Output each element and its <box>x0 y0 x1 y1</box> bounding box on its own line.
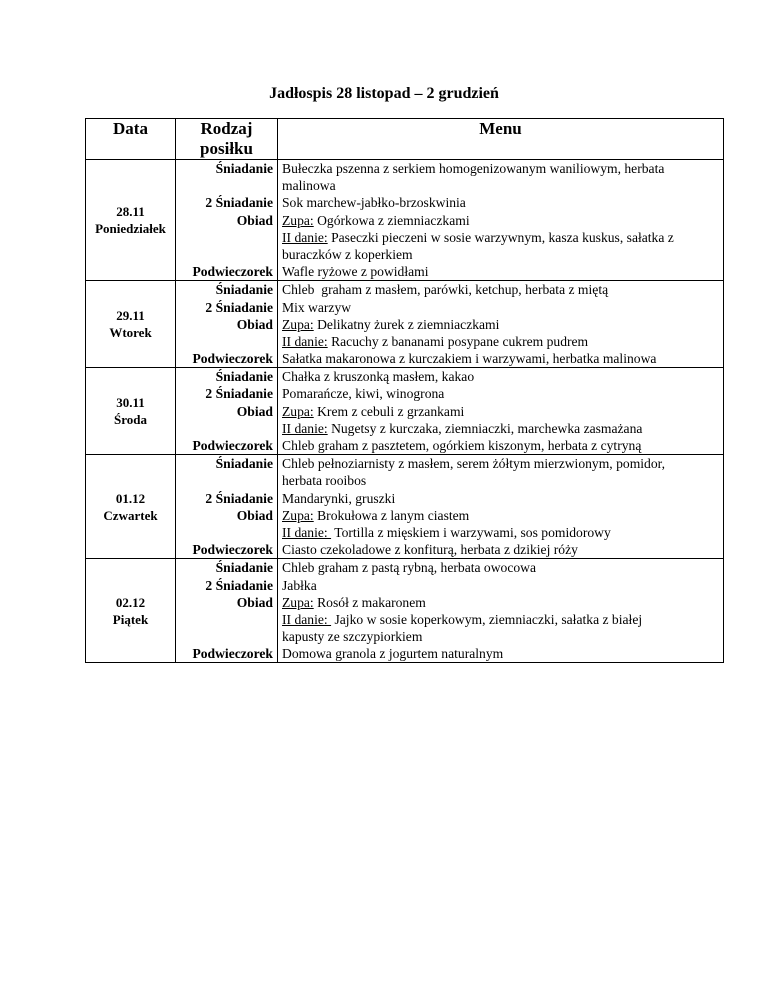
meal-types-cell <box>176 281 278 368</box>
menu-line <box>278 350 723 367</box>
course-label: II danie: <box>282 524 332 540</box>
meal-type <box>176 177 277 194</box>
menu-line <box>278 490 723 507</box>
dish-text: Paseczki pieczeni w sosie warzywnym, kasza kuskus, sałatka z <box>327 229 674 245</box>
dish-text: Bułeczka pszenna z serkiem homogenizowanym waniliowym, herbata <box>282 161 665 176</box>
header-meal-type: Rodzaj posiłku <box>176 119 278 160</box>
meal-type: Obiad <box>236 403 273 419</box>
meal-type: 2 Śniadanie <box>205 195 273 211</box>
course-label: II danie: <box>282 611 332 627</box>
meal-type <box>176 229 277 246</box>
menu-line <box>278 246 723 263</box>
header-row <box>86 119 724 160</box>
menu-line <box>278 472 723 489</box>
dish-text: Domowa granola z jogurtem naturalnym <box>282 646 504 662</box>
day-date: 01.12 <box>115 490 146 506</box>
menu-line <box>278 577 723 594</box>
dish-text: Chleb pełnoziarnisty z masłem, serem żółtym mierzwionym, pomidor, <box>282 456 666 472</box>
dish-text: buraczków z koperkiem <box>282 246 413 262</box>
course-label: II danie: <box>282 229 328 245</box>
dish-text: Chleb graham z pasztetem, ogórkiem kiszonym, herbata z cytryną <box>282 438 642 453</box>
meal-type: Podwieczorek <box>192 542 273 558</box>
menu-line <box>278 420 723 437</box>
meal-type <box>176 472 277 489</box>
dish-text: Ogórkowa z ziemniaczkami <box>313 212 470 228</box>
menu-line <box>278 524 723 541</box>
dish-text: Delikatny żurek z ziemniaczkami <box>313 316 500 332</box>
menu-line <box>278 281 723 298</box>
day-row <box>86 368 724 455</box>
day-weekday: Środa <box>114 412 147 428</box>
menu-line <box>278 160 723 177</box>
menu-line <box>278 628 723 645</box>
course-label: Zupa: <box>282 594 314 610</box>
meal-type: Podwieczorek <box>192 351 273 367</box>
menu-items-cell <box>278 281 724 368</box>
meal-type: Śniadanie <box>215 560 273 576</box>
dish-text: Brokułowa z lanym ciastem <box>313 507 470 523</box>
meal-type: Podwieczorek <box>192 438 273 453</box>
course-label: II danie: <box>282 333 328 349</box>
meal-types-cell <box>176 368 278 455</box>
dish-text: Rosół z makaronem <box>313 594 426 610</box>
day-date: 29.11 <box>116 308 145 324</box>
menu-items-cell <box>278 559 724 663</box>
menu-items-cell <box>278 160 724 281</box>
meal-type <box>176 246 277 263</box>
course-label: Zupa: <box>282 212 314 228</box>
meal-type <box>176 524 277 541</box>
meal-type: Obiad <box>236 316 273 332</box>
meal-type: Śniadanie <box>215 369 273 385</box>
meal-type: 2 Śniadanie <box>205 386 273 402</box>
day-row <box>86 455 724 559</box>
dish-text: Sok marchew-jabłko-brzoskwinia <box>282 195 466 211</box>
meal-types-cell <box>176 559 278 663</box>
menu-line <box>278 455 723 472</box>
meal-type: Śniadanie <box>215 161 273 176</box>
dish-text: Chleb graham z masłem, parówki, ketchup, herbata z miętą <box>282 282 609 298</box>
menu-line <box>278 212 723 229</box>
menu-line <box>278 541 723 558</box>
dish-text: Pomarańcze, kiwi, winogrona <box>282 386 445 402</box>
menu-line <box>278 559 723 576</box>
meal-type: Podwieczorek <box>192 264 273 280</box>
meal-type <box>176 611 277 628</box>
header-menu: Menu <box>278 119 724 160</box>
course-label: Zupa: <box>282 507 314 523</box>
course-label: II danie: <box>282 420 328 436</box>
menu-table <box>85 118 724 663</box>
meal-type: Śniadanie <box>215 456 273 472</box>
menu-line <box>278 263 723 280</box>
dish-text: Mandarynki, gruszki <box>282 490 396 506</box>
day-row <box>86 559 724 663</box>
menu-line <box>278 645 723 662</box>
dish-text: Wafle ryżowe z powidłami <box>282 264 429 280</box>
menu-line <box>278 194 723 211</box>
day-weekday: Czwartek <box>103 507 158 523</box>
course-label: Zupa: <box>282 316 314 332</box>
day-weekday: Poniedziałek <box>95 221 166 237</box>
menu-line <box>278 299 723 316</box>
menu-line <box>278 385 723 402</box>
menu-line <box>278 229 723 246</box>
meal-type: Śniadanie <box>215 282 273 298</box>
day-row <box>86 160 724 281</box>
dish-text: Ciasto czekoladowe z konfiturą, herbata z dzikiej róży <box>282 542 578 558</box>
dish-text: Jajko w sosie koperkowym, ziemniaczki, sałatka z białej <box>331 611 643 627</box>
meal-type: Obiad <box>236 594 273 610</box>
meal-type <box>176 628 277 645</box>
dish-text: Nugetsy z kurczaka, ziemniaczki, marchewka zasmażana <box>327 420 643 436</box>
dish-text: Krem z cebuli z grzankami <box>313 403 465 419</box>
dish-text: Racuchy z bananami posypane cukrem pudrem <box>327 333 589 349</box>
meal-type: 2 Śniadanie <box>205 490 273 506</box>
day-cell <box>86 368 176 455</box>
day-cell <box>86 160 176 281</box>
menu-line <box>278 333 723 350</box>
dish-text: Mix warzyw <box>282 299 352 315</box>
menu-line <box>278 507 723 524</box>
menu-items-cell <box>278 455 724 559</box>
header-date: Data <box>86 119 176 160</box>
menu-line <box>278 611 723 628</box>
meal-type: Obiad <box>236 212 273 228</box>
menu-line <box>278 403 723 420</box>
day-cell <box>86 455 176 559</box>
day-date: 28.11 <box>116 204 145 220</box>
menu-line <box>278 316 723 333</box>
day-cell <box>86 559 176 663</box>
meal-type: 2 Śniadanie <box>205 299 273 315</box>
page-title: Jadłospis 28 listopad – 2 grudzień <box>269 85 499 102</box>
meal-type <box>176 333 277 350</box>
meal-type: Obiad <box>236 507 273 523</box>
day-date: 02.12 <box>115 594 146 610</box>
menu-line <box>278 368 723 385</box>
dish-text: Jabłka <box>282 577 317 593</box>
day-date: 30.11 <box>116 395 145 411</box>
meal-type: Podwieczorek <box>192 646 273 662</box>
dish-text: malinowa <box>282 178 336 194</box>
menu-line <box>278 177 723 194</box>
meal-types-cell <box>176 160 278 281</box>
day-cell <box>86 281 176 368</box>
meal-types-cell <box>176 455 278 559</box>
course-label: Zupa: <box>282 403 314 419</box>
dish-text: Chałka z kruszonką masłem, kakao <box>282 369 475 385</box>
day-row <box>86 281 724 368</box>
day-weekday: Piątek <box>112 611 149 627</box>
meal-type <box>176 420 277 437</box>
dish-text: Chleb graham z pastą rybną, herbata owocowa <box>282 560 537 576</box>
menu-line <box>278 594 723 611</box>
dish-text: Sałatka makaronowa z kurczakiem i warzywami, herbatka malinowa <box>282 351 657 367</box>
dish-text: kapusty ze szczypiorkiem <box>282 629 423 645</box>
dish-text: Tortilla z mięskiem i warzywami, sos pomidorowy <box>331 524 611 540</box>
meal-type: 2 Śniadanie <box>205 577 273 593</box>
menu-items-cell <box>278 368 724 455</box>
dish-text: herbata rooibos <box>282 473 367 489</box>
day-weekday: Wtorek <box>109 325 152 341</box>
menu-line <box>278 437 723 454</box>
